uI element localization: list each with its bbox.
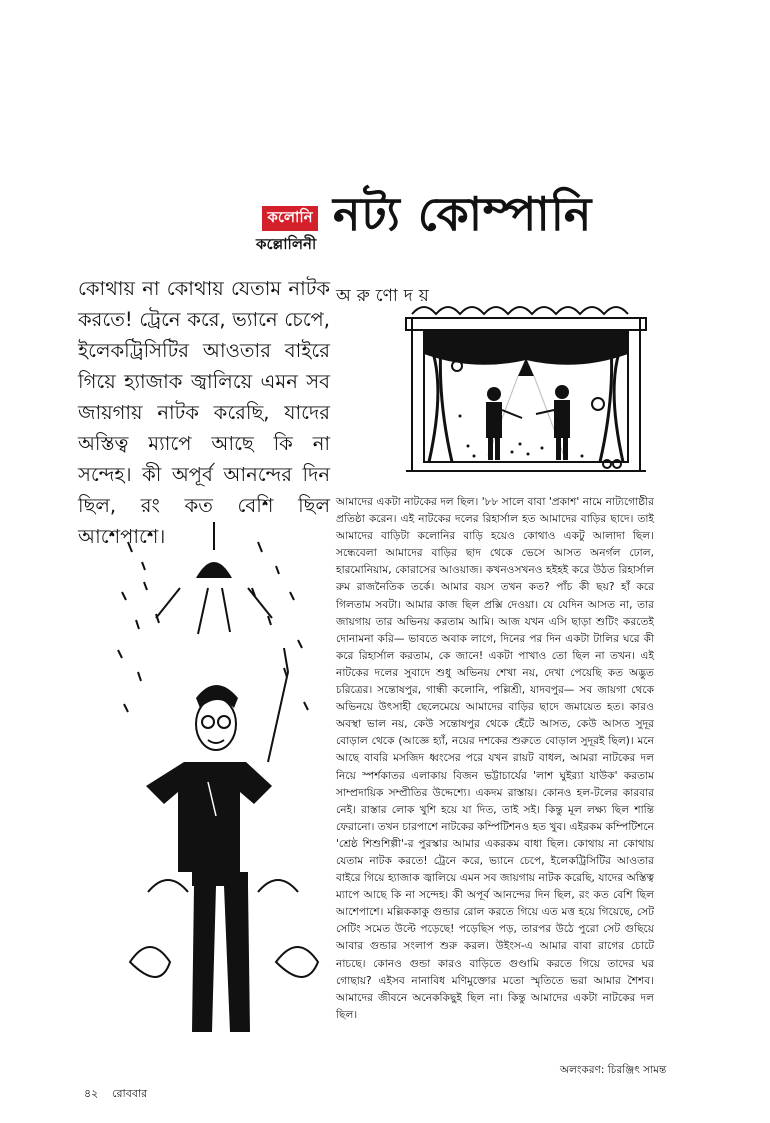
article-title: নট্য কোম্পানি	[333, 187, 593, 241]
author-byline: অরুণোদয়	[336, 286, 435, 306]
page-number: ৪২	[84, 1087, 99, 1100]
category-badge: কলোনি	[262, 206, 318, 231]
magazine-name: রোববার	[112, 1087, 148, 1100]
illustration-credit: অলংকরণ: চিরঞ্জিৎ সামন্ত	[560, 1064, 667, 1076]
pull-quote: কোথায় না কোথায় যেতাম নাটক করতে! ট্রেনে করে, ভ্যানে চেপে, ইলেকট্রিসিটির আওতার বাইরে গিয়ে হ্যাজাক জ্বালিয়ে এমন সব জায়গায় নাটক করেছি, যাদের অস্তিত্ব ম্যাপে আছে কি না সন্দেহ। কী অপূর্ব আনন্দের দিন ছিল, রং কত বেশি ছিল আশেপাশে।	[78, 277, 330, 548]
stage-illustration	[402, 296, 650, 484]
article-body: আমাদের একটা নাটকের দল ছিল। '৮৮ সালে বাবা 'প্রকাশ' নামে নাট্যগোষ্ঠীর প্রতিষ্ঠা করেন। এই নাটকের দলের রিহার্সাল হত আমাদের বাড়ির ছাদে। তাই আমাদের বাড়িটা কলোনির বাড়ি হয়েও কোথাও একটু আলাদা ছিল। সন্ধেবেলা আমাদের বাড়ির ছাদ থেকে ভেসে আসত অনর্গল ঢোল, হারমোনিয়াম, কোরাসের আওয়াজ। কখনওসখনও হইহই করে উঠত রিহার্সাল রুম রাজনৈতিক তর্কে। আমার বয়স তখন কত? পাঁচ কী ছয়? হাঁ করে গিলতাম সবটা। আমার কাজ ছিল প্রক্সি দেওয়া। যে যেদিন আসত না, তার জায়গায় তার অভিনয় করতাম আমি। আজ যখন এসি ছাড়া শুটিং করতেই দোনামনা করি— ভাবতে অবাক লাগে, দিনের পর দিন একটা টালির ঘরে কী করে রিহার্সাল করতাম, কে জানে! একটা পাখাও তো ছিল না তখন। এই নাটকের দলের সুবাদে শুধু অভিনয় শেখা নয়, দেখা পেয়েছি কত অদ্ভুত চরিত্রের। সন্তোষপুর, গান্ধী কলোনি, পল্লিশ্রী, যাদবপুর— সব জায়গা থেকে অভিনয়ে উৎসাহী ছেলেমেয়ে আমাদের বাড়ির ছাদে জমায়েত হত। কারও অবস্থা ভাল নয়, কেউ সন্তোষপুর থেকে হেঁটে আসত, কেউ আসত সুদূর বোড়াল থেকে (আজ্ঞে হ্যাঁ, নয়ের দশকের শুরুতে বোড়াল সুদূরই ছিল)। মনে আছে বাবরি মসজিদ ধ্বংসের পরে যখন রায়ট বাধল, আমরা নাটকের দল নিয়ে স্পর্শকাতর এলাকায় বিজন ভট্টাচার্যের 'লাশ ঘুইর‍্যা যাউক' করতাম সাম্প্রদায়িক সম্প্রীতির উদ্দেশ্যে। একদম রাস্তায়। কোনও হল-টলের কারবার নেই। রাস্তার লোক খুশি হয়ে যা দিত, তাই সই। কিন্তু মূল লক্ষ্য ছিল শান্তি ফেরানো। তখন চারপাশে নাটকের কম্পিটিশনও হত খুব। এইরকম কম্পিটিশনে 'শ্রেষ্ঠ শিশুশিল্পী'-র পুরস্কার আমার একরকম বাধা ছিল। কোথায় না কোথায় যেতাম নাটক করতে! ট্রেনে করে, ভ্যানে চেপে, ইলেকট্রিসিটির আওতার বাইরে গিয়ে হ্যাজাক জ্বালিয়ে এমন সব জায়গায় নাটক করেছি, যাদের অস্তিত্ব ম্যাপে আছে কি না সন্দেহ। কী অপূর্ব আনন্দের দিন ছিল, রং কত বেশি ছিল আশেপাশে। মল্লিককাকু গুন্ডার রোল করতে গিয়ে এত মত্ত হয়ে গিয়েছে, সেট সেটিং সমেত উল্টে পড়েছে! পড়েছিস পড়, তারপর উঠে পুরো সেট গুছিয়ে আবার গুন্ডার সংলাপ শুরু করল। উইংস-এ আমার বাবা রাগের চোটে নাচছে। কোনও গুন্ডা কারও বাড়িতে গুণ্ডামি করতে গিয়ে তাদের ঘর গোছায়? এইসব নানাবিধ মণিমুক্তোর মতো স্মৃতিতে ভরা আমার শৈশব। আমাদের জীবনে অনেককিছুই ছিল না। কিন্তু আমাদের একটা নাটকের দল ছিল।	[336, 496, 654, 1021]
person-illustration	[108, 522, 338, 1052]
column-subtitle: কল্লোলিনী	[256, 235, 317, 253]
